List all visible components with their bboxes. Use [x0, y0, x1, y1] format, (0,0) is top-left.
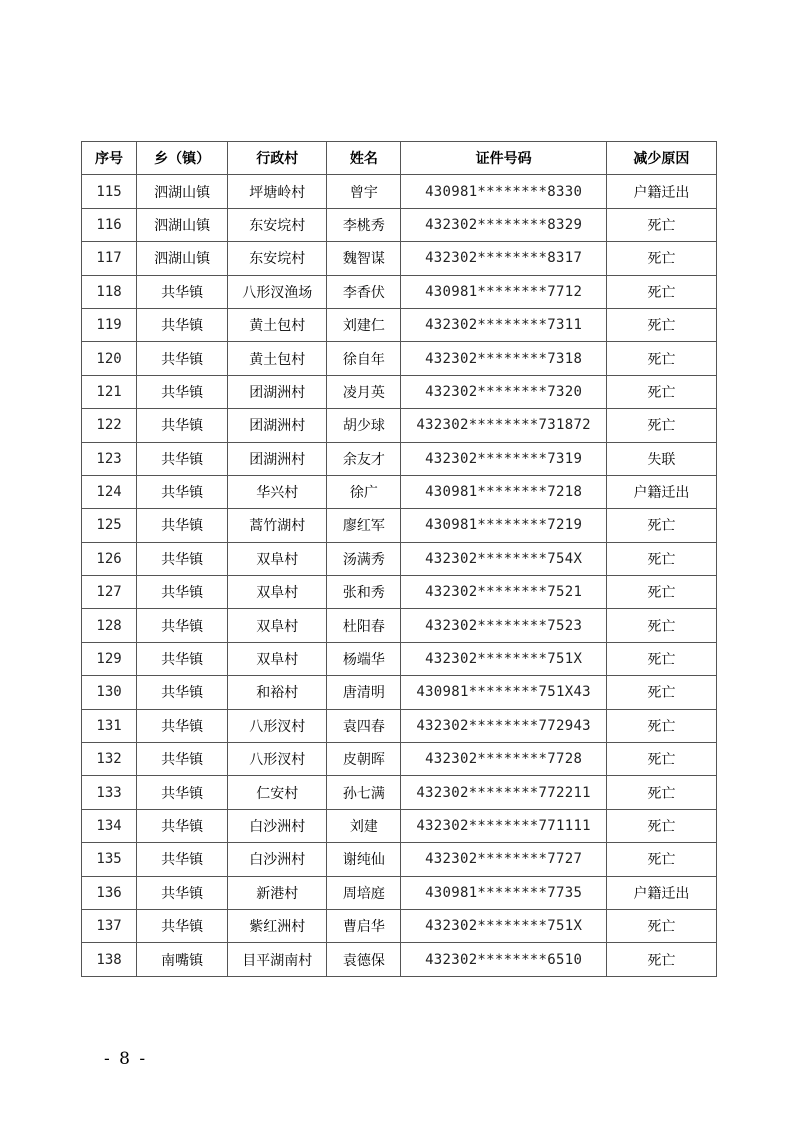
header-reason: 减少原因: [606, 142, 716, 175]
table-row: [82, 242, 717, 275]
cell-township: 共华镇: [137, 409, 228, 442]
cell-name: 李桃秀: [327, 208, 401, 241]
cell-reason: 死亡: [606, 275, 716, 308]
cell-name: 唐清明: [327, 676, 401, 709]
cell-reason: 死亡: [606, 709, 716, 742]
cell-reason: 死亡: [606, 809, 716, 842]
cell-seq: 138: [82, 943, 137, 976]
cell-township: 共华镇: [137, 342, 228, 375]
cell-reason: 户籍迁出: [606, 876, 716, 909]
cell-name: 凌月英: [327, 375, 401, 408]
table-row: [82, 943, 717, 976]
cell-reason: 死亡: [606, 542, 716, 575]
cell-name: 杜阳春: [327, 609, 401, 642]
cell-reason: 死亡: [606, 642, 716, 675]
cell-id-number: 432302********751X: [401, 909, 606, 942]
cell-seq: 124: [82, 475, 137, 508]
cell-seq: 121: [82, 375, 137, 408]
cell-name: 李香伏: [327, 275, 401, 308]
cell-township: 共华镇: [137, 709, 228, 742]
cell-id-number: 430981********7219: [401, 509, 606, 542]
table-row: [82, 776, 717, 809]
cell-seq: 123: [82, 442, 137, 475]
cell-village: 团湖洲村: [228, 409, 327, 442]
cell-seq: 129: [82, 642, 137, 675]
cell-seq: 131: [82, 709, 137, 742]
table-row: [82, 409, 717, 442]
cell-id-number: 430981********751X43: [401, 676, 606, 709]
table-body: [82, 175, 717, 976]
cell-village: 白沙洲村: [228, 843, 327, 876]
table-row: [82, 843, 717, 876]
cell-reason: 户籍迁出: [606, 175, 716, 208]
cell-name: 皮朝晖: [327, 743, 401, 776]
cell-seq: 128: [82, 609, 137, 642]
cell-seq: 120: [82, 342, 137, 375]
cell-township: 共华镇: [137, 743, 228, 776]
cell-id-number: 432302********731872: [401, 409, 606, 442]
cell-township: 共华镇: [137, 676, 228, 709]
cell-seq: 116: [82, 208, 137, 241]
table-row: [82, 809, 717, 842]
cell-village: 和裕村: [228, 676, 327, 709]
table-row: [82, 342, 717, 375]
cell-seq: 135: [82, 843, 137, 876]
cell-township: 共华镇: [137, 442, 228, 475]
cell-village: 仁安村: [228, 776, 327, 809]
cell-id-number: 432302********8317: [401, 242, 606, 275]
cell-name: 刘建: [327, 809, 401, 842]
cell-reason: 死亡: [606, 409, 716, 442]
cell-township: 泗湖山镇: [137, 208, 228, 241]
cell-seq: 133: [82, 776, 137, 809]
cell-seq: 130: [82, 676, 137, 709]
cell-township: 共华镇: [137, 909, 228, 942]
table-row: [82, 909, 717, 942]
cell-village: 团湖洲村: [228, 442, 327, 475]
cell-name: 胡少球: [327, 409, 401, 442]
cell-id-number: 432302********7728: [401, 743, 606, 776]
cell-township: 共华镇: [137, 509, 228, 542]
cell-reason: 死亡: [606, 743, 716, 776]
cell-township: 共华镇: [137, 876, 228, 909]
cell-reason: 死亡: [606, 776, 716, 809]
cell-village: 八形汊村: [228, 709, 327, 742]
cell-reason: 死亡: [606, 242, 716, 275]
cell-reason: 死亡: [606, 609, 716, 642]
cell-name: 孙七满: [327, 776, 401, 809]
table-row: [82, 175, 717, 208]
cell-township: 共华镇: [137, 843, 228, 876]
cell-id-number: 430981********7735: [401, 876, 606, 909]
cell-village: 东安垸村: [228, 208, 327, 241]
cell-seq: 117: [82, 242, 137, 275]
cell-reason: 死亡: [606, 909, 716, 942]
cell-seq: 122: [82, 409, 137, 442]
cell-village: 双阜村: [228, 642, 327, 675]
cell-reason: 死亡: [606, 576, 716, 609]
cell-reason: 死亡: [606, 509, 716, 542]
cell-name: 曹启华: [327, 909, 401, 942]
cell-township: 共华镇: [137, 475, 228, 508]
cell-village: 黄土包村: [228, 342, 327, 375]
cell-seq: 127: [82, 576, 137, 609]
cell-village: 坪塘岭村: [228, 175, 327, 208]
cell-township: 共华镇: [137, 308, 228, 341]
reduction-roster-table: [81, 141, 717, 977]
cell-village: 紫红洲村: [228, 909, 327, 942]
table-row: [82, 642, 717, 675]
cell-id-number: 432302********771111: [401, 809, 606, 842]
table-row: [82, 576, 717, 609]
cell-village: 华兴村: [228, 475, 327, 508]
cell-township: 泗湖山镇: [137, 242, 228, 275]
cell-id-number: 430981********7218: [401, 475, 606, 508]
table-row: [82, 308, 717, 341]
header-seq: 序号: [82, 142, 137, 175]
cell-seq: 125: [82, 509, 137, 542]
cell-id-number: 432302********754X: [401, 542, 606, 575]
cell-township: 共华镇: [137, 542, 228, 575]
table-row: [82, 609, 717, 642]
table-row: [82, 208, 717, 241]
header-village: 行政村: [228, 142, 327, 175]
header-name: 姓名: [327, 142, 401, 175]
cell-seq: 118: [82, 275, 137, 308]
cell-id-number: 432302********772943: [401, 709, 606, 742]
cell-id-number: 432302********7319: [401, 442, 606, 475]
cell-township: 共华镇: [137, 576, 228, 609]
cell-township: 南嘴镇: [137, 943, 228, 976]
cell-reason: 死亡: [606, 308, 716, 341]
page-number: - 8 -: [104, 1049, 148, 1069]
cell-village: 东安垸村: [228, 242, 327, 275]
cell-village: 白沙洲村: [228, 809, 327, 842]
cell-village: 团湖洲村: [228, 375, 327, 408]
cell-village: 双阜村: [228, 609, 327, 642]
cell-id-number: 430981********7712: [401, 275, 606, 308]
table-row: [82, 275, 717, 308]
cell-name: 袁四春: [327, 709, 401, 742]
header-id-number: 证件号码: [401, 142, 606, 175]
cell-name: 徐广: [327, 475, 401, 508]
table-header-row: [82, 142, 717, 175]
cell-seq: 126: [82, 542, 137, 575]
cell-township: 共华镇: [137, 275, 228, 308]
cell-name: 廖红军: [327, 509, 401, 542]
cell-name: 刘建仁: [327, 308, 401, 341]
cell-name: 谢纯仙: [327, 843, 401, 876]
cell-village: 双阜村: [228, 576, 327, 609]
cell-name: 张和秀: [327, 576, 401, 609]
cell-seq: 136: [82, 876, 137, 909]
table-row: [82, 676, 717, 709]
cell-seq: 119: [82, 308, 137, 341]
cell-id-number: 430981********8330: [401, 175, 606, 208]
cell-reason: 户籍迁出: [606, 475, 716, 508]
cell-id-number: 432302********7318: [401, 342, 606, 375]
cell-name: 魏智谋: [327, 242, 401, 275]
cell-name: 袁德保: [327, 943, 401, 976]
table-row: [82, 876, 717, 909]
cell-village: 双阜村: [228, 542, 327, 575]
cell-seq: 134: [82, 809, 137, 842]
cell-id-number: 432302********7320: [401, 375, 606, 408]
cell-id-number: 432302********751X: [401, 642, 606, 675]
cell-name: 汤满秀: [327, 542, 401, 575]
cell-name: 徐自年: [327, 342, 401, 375]
cell-township: 共华镇: [137, 375, 228, 408]
cell-village: 新港村: [228, 876, 327, 909]
cell-reason: 失联: [606, 442, 716, 475]
cell-township: 共华镇: [137, 609, 228, 642]
header-township: 乡（镇）: [137, 142, 228, 175]
cell-name: 余友才: [327, 442, 401, 475]
cell-village: 黄土包村: [228, 308, 327, 341]
cell-name: 曾宇: [327, 175, 401, 208]
table-row: [82, 475, 717, 508]
cell-reason: 死亡: [606, 342, 716, 375]
cell-reason: 死亡: [606, 208, 716, 241]
table-row: [82, 542, 717, 575]
table-row: [82, 743, 717, 776]
cell-township: 共华镇: [137, 809, 228, 842]
cell-township: 共华镇: [137, 642, 228, 675]
cell-reason: 死亡: [606, 943, 716, 976]
cell-id-number: 432302********772211: [401, 776, 606, 809]
table-row: [82, 375, 717, 408]
cell-reason: 死亡: [606, 843, 716, 876]
cell-village: 目平湖南村: [228, 943, 327, 976]
table-row: [82, 442, 717, 475]
cell-village: 八形汊村: [228, 743, 327, 776]
cell-name: 周培庭: [327, 876, 401, 909]
table-row: [82, 709, 717, 742]
cell-id-number: 432302********8329: [401, 208, 606, 241]
cell-name: 杨端华: [327, 642, 401, 675]
cell-seq: 115: [82, 175, 137, 208]
cell-township: 泗湖山镇: [137, 175, 228, 208]
cell-id-number: 432302********6510: [401, 943, 606, 976]
cell-village: 八形汊渔场: [228, 275, 327, 308]
table-row: [82, 509, 717, 542]
cell-id-number: 432302********7727: [401, 843, 606, 876]
cell-reason: 死亡: [606, 676, 716, 709]
cell-id-number: 432302********7523: [401, 609, 606, 642]
cell-id-number: 432302********7521: [401, 576, 606, 609]
cell-reason: 死亡: [606, 375, 716, 408]
cell-seq: 132: [82, 743, 137, 776]
cell-township: 共华镇: [137, 776, 228, 809]
cell-seq: 137: [82, 909, 137, 942]
cell-id-number: 432302********7311: [401, 308, 606, 341]
cell-village: 蒿竹湖村: [228, 509, 327, 542]
